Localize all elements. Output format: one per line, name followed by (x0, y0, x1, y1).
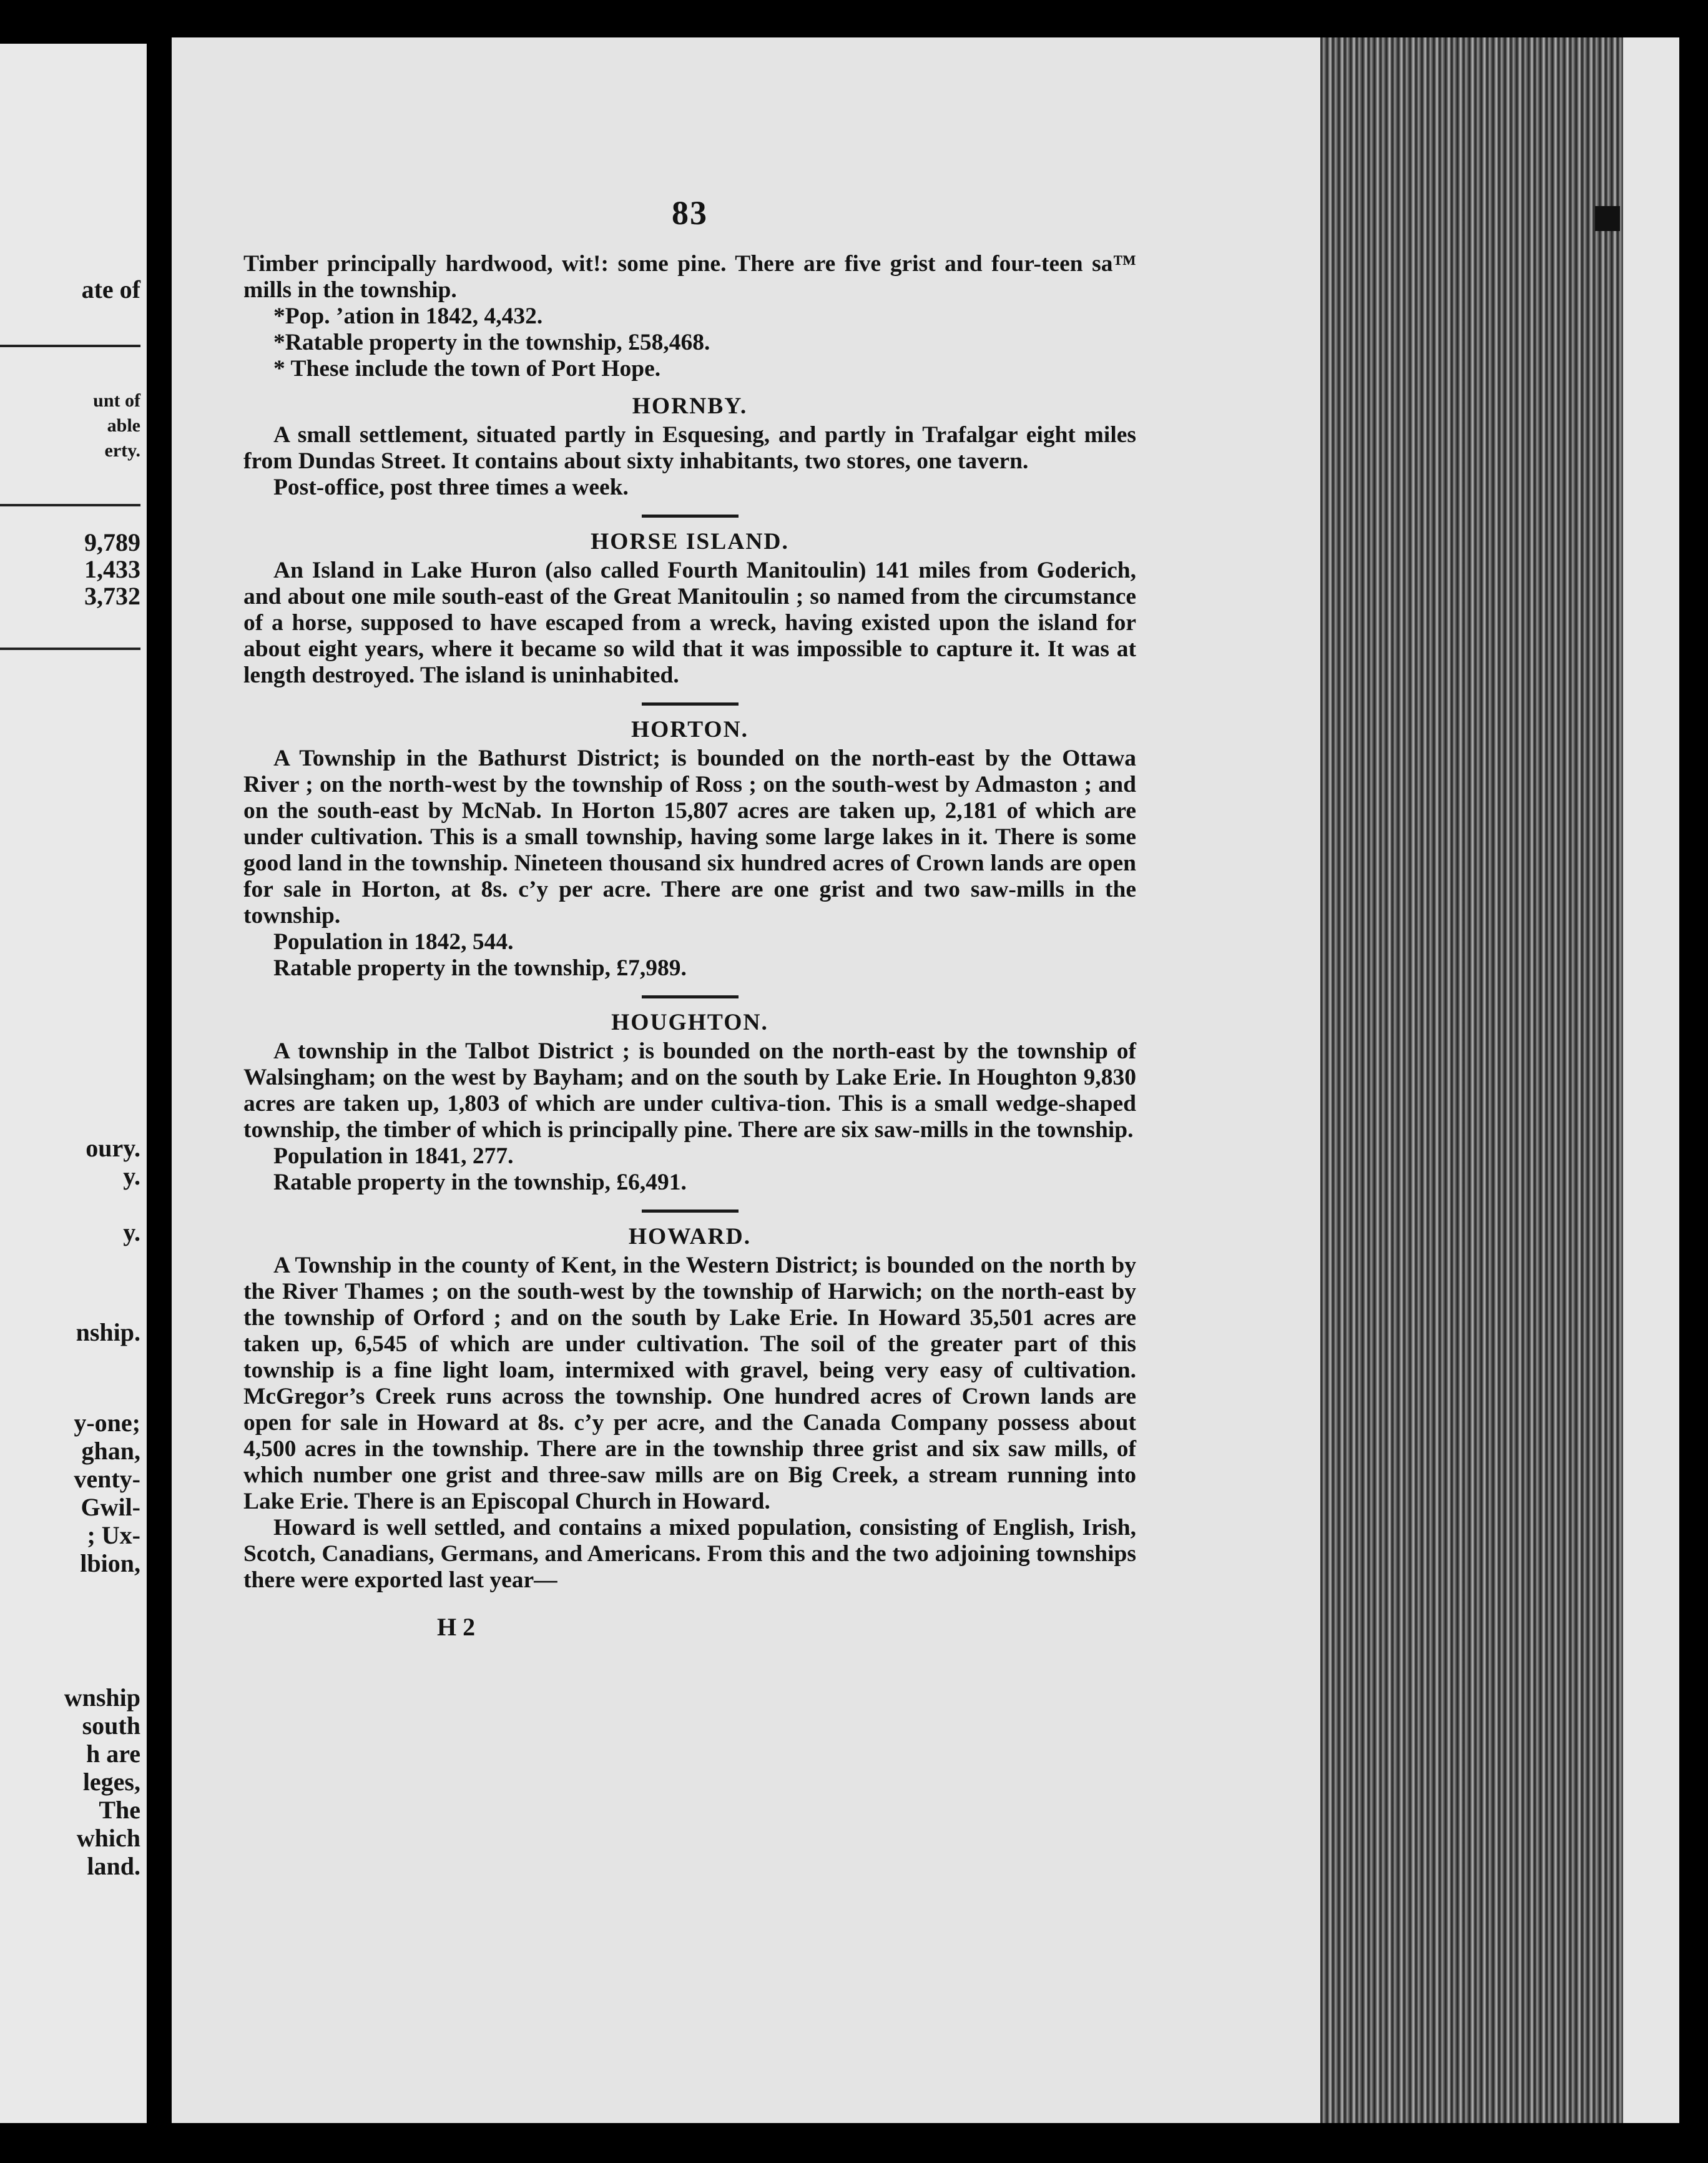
left-facing-page (0, 44, 147, 2123)
section-text: A Township in the Bathurst District; is bounded on the north-east by the Ottawa River ; on the north-west by the township of Ross ; on the south-west by Admaston ; and on the south-east by McNab. In Horton 15,807 acres are taken up, 2,181 of which are under cultivation. This is a small township, having some large lakes in it. There is some good land in the township. Nineteen thousand six hundred acres of Crown lands are open for sale in Horton, at 8s. c’y per acre. There are one grist and two saw-mills in the township. (243, 746, 1136, 929)
left-fragment: leges, (82, 1768, 140, 1796)
section-text: A small settlement, situated partly in Esquesing, and partly in Trafalgar eight miles from Dundas Street. It contains about sixty inhabitants, two stores, one tavern. (243, 422, 1136, 474)
left-fragment: erty. (104, 440, 140, 461)
section-heading: HORTON. (631, 717, 749, 742)
left-rule (0, 345, 140, 347)
signature-mark: H 2 (437, 1613, 476, 1641)
section-extra: Post-office, post three times a week. (273, 475, 629, 500)
scan-margin (1623, 37, 1679, 2123)
page-content (243, 194, 1136, 1642)
bookmark-tab (1595, 206, 1620, 231)
section-extra: Population in 1842, 544. (273, 929, 514, 955)
intro-population: *Pop. ’ation in 1842, 4,432. (273, 303, 543, 329)
left-fragment: oury. (86, 1134, 140, 1162)
left-fragment: 1,433 (84, 555, 140, 583)
left-fragment: y. (123, 1218, 140, 1246)
left-fragment: The (99, 1796, 140, 1824)
book-page-edges (1320, 37, 1679, 2123)
section-extra: Ratable property in the township, £7,989. (273, 955, 687, 981)
section-heading: HORNBY. (632, 393, 748, 419)
page-number: 83 (672, 194, 708, 232)
left-fragment: south (82, 1712, 140, 1740)
left-fragment: ; Ux- (87, 1521, 140, 1549)
closing-paragraph: Howard is well settled, and contains a mixed population, consisting of English, Irish, Scotch, Canadians, Germans, and Americans. From this and the two adjoining townships there were exported last year— (243, 1515, 1136, 1593)
section-heading: HOUGHTON. (611, 1010, 768, 1035)
section-heading: HOWARD. (628, 1224, 752, 1249)
left-fragment: y-one; (74, 1409, 140, 1437)
left-fragment: land. (87, 1852, 140, 1880)
left-fragment: able (107, 415, 140, 436)
left-fragment: ghan, (81, 1437, 140, 1465)
section-text: A Township in the county of Kent, in the Western District; is bounded on the north by the River Thames ; on the south-west by the township of Harwich; on the north-east by the township of Orford ; and on the south by Lake Erie. In Howard 35,501 acres are taken up, 6,545 of which are under cultivation. The soil of the greater part of this township is a fine light loam, intermixed with gravel, being very easy of cultivation. McGregor’s Creek runs across the township. One hundred acres of Crown lands are open for sale in Howard at 8s. c’y per acre, and the Canada Company possess about 4,500 acres in the township. There are in the township three grist and six saw mills, of which number one grist and three-saw mills are on Big Creek, a stream running into Lake Erie. There is an Episcopal Church in Howard. (243, 1253, 1136, 1514)
left-rule (0, 648, 140, 650)
left-fragment: nship. (76, 1318, 140, 1346)
section-extra: Ratable property in the township, £6,491. (273, 1170, 687, 1195)
left-fragment: unt of (93, 390, 140, 411)
left-fragment: Gwil- (81, 1493, 140, 1521)
book-gutter (147, 0, 172, 2163)
left-fragment: 9,789 (84, 528, 140, 556)
intro-property: *Ratable property in the township, £58,468. (273, 330, 710, 355)
left-fragment: venty- (74, 1465, 140, 1493)
section-text: An Island in Lake Huron (also called Fourth Manitoulin) 141 miles from Goderich, and about one mile south-east of the Great Manitoulin ; so named from the circumstance of a horse, supposed to have escaped from a wreck, having existed upon the island for about eight years, where it became so wild that it was impossible to capture it. It was at length destroyed. The island is uninhabited. (243, 558, 1136, 688)
section-extra: Population in 1841, 277. (273, 1143, 514, 1169)
intro-paragraph: Timber principally hardwood, wit!: some pine. There are five grist and four-teen sa™ mills in the township. (243, 251, 1136, 303)
left-fragment: ate of (81, 275, 140, 303)
left-fragment: which (76, 1824, 140, 1852)
section-heading: HORSE ISLAND. (591, 529, 789, 554)
left-fragment: lbion, (80, 1549, 140, 1577)
left-fragment: 3,732 (84, 582, 140, 610)
left-fragment: wnship (64, 1683, 140, 1712)
left-rule (0, 504, 140, 506)
left-fragment: h are (86, 1740, 140, 1768)
left-fragment: y. (123, 1162, 140, 1190)
section-text: A township in the Talbot District ; is bounded on the north-east by the township of Walsingham; on the west by Bayham; and on the south by Lake Erie. In Houghton 9,830 acres are taken up, 1,803 of which are under cultiva-tion. This is a small wedge-shaped township, the timber of which is principally pine. There are six saw-mills in the township. (243, 1038, 1136, 1143)
intro-footnote: * These include the town of Port Hope. (273, 356, 661, 382)
